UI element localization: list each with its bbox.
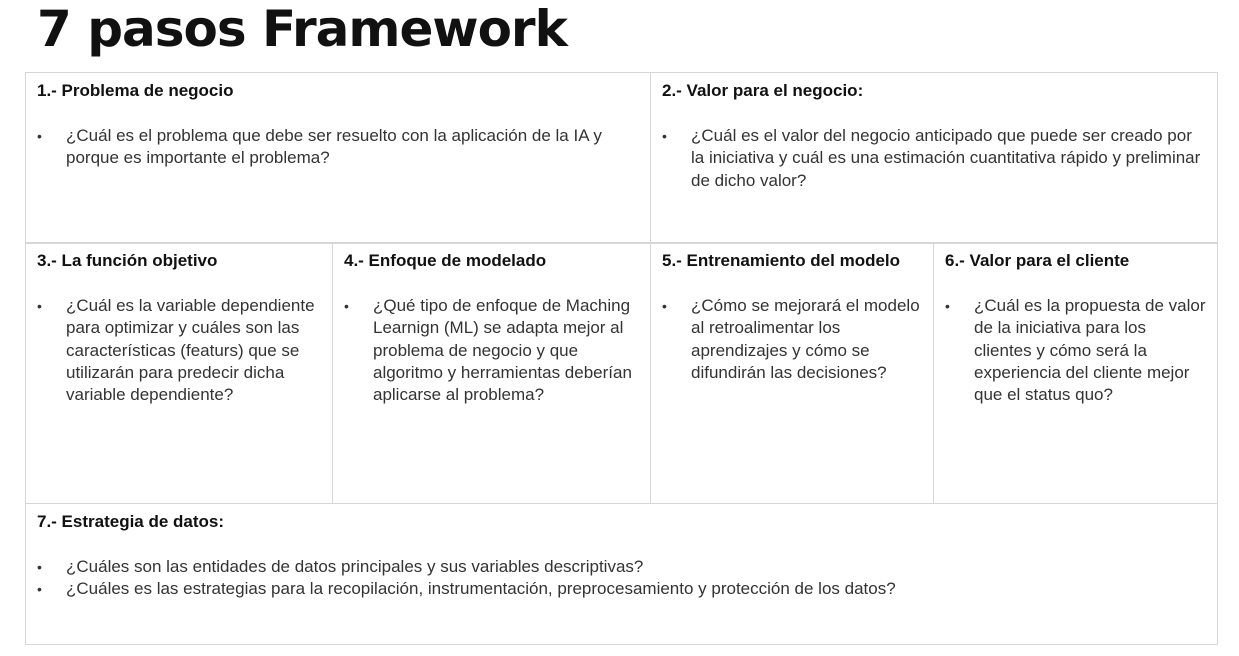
page-title: 7 pasos Framework (37, 0, 567, 58)
bullet-icon: • (662, 298, 667, 314)
step-heading: 6.- Valor para el cliente (945, 251, 1130, 270)
step-heading: 7.- Estrategia de datos: (37, 512, 225, 531)
list-item: • ¿Cuál es la variable dependiente para optimizar y cuáles son las características (featurs) que se utilizarán para predecir dicha variable dependiente? (37, 296, 315, 405)
bullet-icon: • (344, 298, 349, 314)
bullet-icon: • (37, 559, 42, 575)
list-item: • ¿Cuál es la propuesta de valor de la iniciativa para los clientes y cómo será la experiencia del cliente mejor que el status quo? (945, 296, 1206, 405)
step-heading: 3.- La función objetivo (37, 251, 218, 270)
bullet-icon: • (662, 128, 667, 144)
step-2-business-value (650, 72, 1218, 244)
step-3-objective-function (25, 242, 333, 504)
step-5-model-training (650, 242, 934, 504)
step-7-data-strategy (25, 503, 1218, 645)
bullet-list (662, 125, 1207, 192)
bullet-list (37, 295, 322, 406)
list-item: • ¿Cuál es el valor del negocio anticipado que puede ser creado por la iniciativa y cuál es una estimación cuantitativa rápido y preliminar de dicho valor? (662, 126, 1201, 190)
bullet-list (662, 295, 923, 384)
bullet-list (945, 295, 1207, 406)
step-heading: 2.- Valor para el negocio: (662, 81, 864, 100)
step-6-customer-value (933, 242, 1218, 504)
step-heading: 4.- Enfoque de modelado (344, 251, 547, 270)
step-4-modeling-approach (332, 242, 651, 504)
bullet-icon: • (37, 298, 42, 314)
bullet-icon: • (37, 581, 42, 598)
bullet-icon: • (945, 298, 950, 314)
step-1-business-problem (25, 72, 651, 244)
step-heading: 5.- Entrenamiento del modelo (662, 251, 901, 270)
step-heading: 1.- Problema de negocio (37, 81, 234, 100)
bullet-list (37, 125, 640, 170)
bullet-list (37, 556, 1207, 601)
list-item: • ¿Cómo se mejorará el modelo al retroalimentar los aprendizajes y cómo se difundirán las decisiones? (662, 296, 920, 382)
list-item: • ¿Cuáles son las entidades de datos principales y sus variables descriptivas? (37, 556, 1207, 578)
list-item: • ¿Cuáles es las estrategias para la recopilación, instrumentación, preprocesamiento y protección de los datos? (37, 578, 1207, 600)
bullet-icon: • (37, 128, 42, 144)
bullet-list (344, 295, 640, 406)
list-item: • ¿Qué tipo de enfoque de Maching Learnign (ML) se adapta mejor al problema de negocio y que algoritmo y herramientas deberían aplicarse al problema? (344, 296, 632, 405)
list-item: • ¿Cuál es el problema que debe ser resuelto con la aplicación de la IA y porque es importante el problema? (37, 126, 602, 168)
